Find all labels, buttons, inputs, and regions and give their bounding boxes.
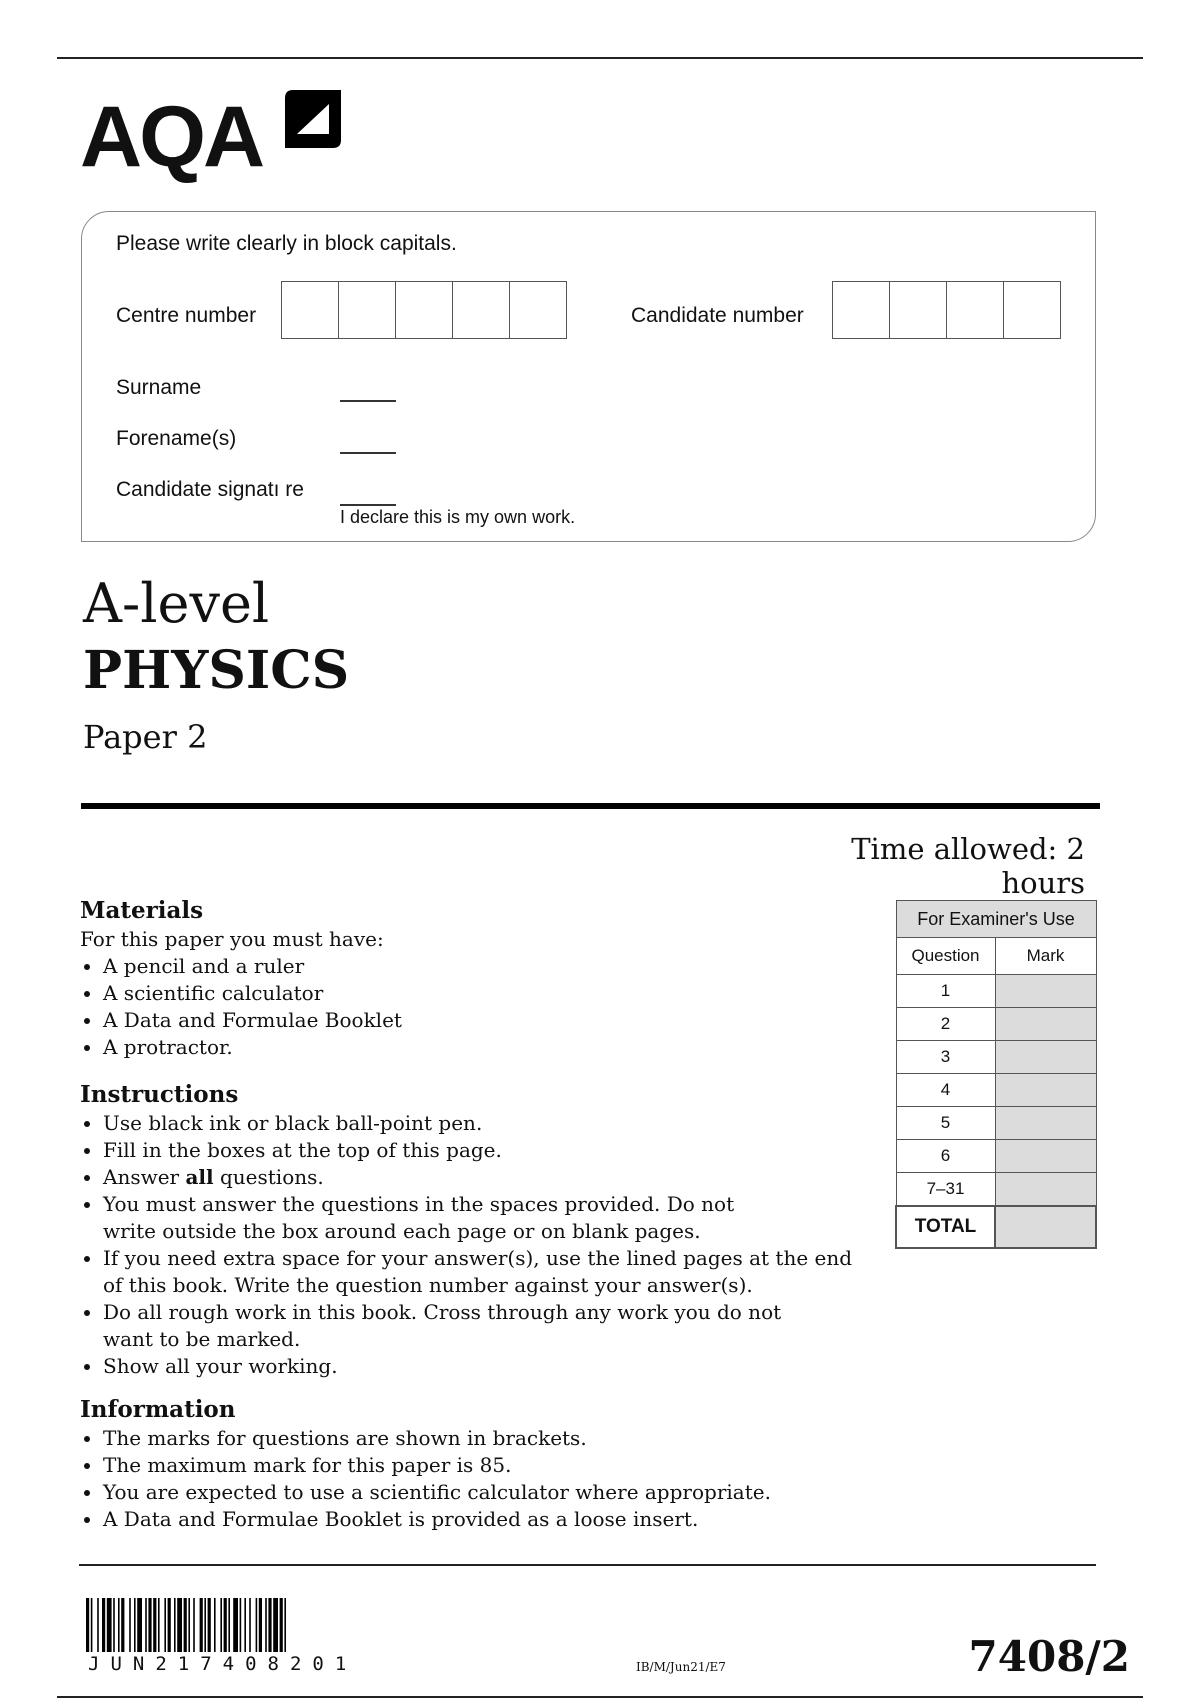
table-row xyxy=(896,1074,1096,1107)
barcode-bar xyxy=(129,1598,131,1652)
bottom-rule xyxy=(57,1696,1143,1698)
list-item: Fill in the boxes at the top of this page. xyxy=(80,1137,870,1164)
barcode-bar xyxy=(91,1598,93,1652)
barcode-bar xyxy=(220,1598,222,1652)
barcode-bar xyxy=(188,1598,190,1652)
question-number: 1 xyxy=(896,975,995,1008)
subject-title: PHYSICS xyxy=(83,640,350,701)
total-mark-cell xyxy=(995,1206,1096,1248)
barcode-bar xyxy=(86,1598,89,1652)
materials-intro: For this paper you must have: xyxy=(80,927,384,951)
barcode-bar xyxy=(244,1598,246,1652)
paper-number: Paper 2 xyxy=(83,718,208,756)
paper-reference: IB/M/Jun21/E7 xyxy=(636,1660,726,1674)
barcode-bar xyxy=(153,1598,156,1652)
list-item: Do all rough work in this book. Cross through any work you do not want to be marked. xyxy=(80,1299,870,1353)
forenames-field[interactable] xyxy=(340,452,396,454)
barcode-bar xyxy=(158,1598,160,1652)
list-item: Show all your working. xyxy=(80,1353,870,1380)
time-allowed: Time allowed: 2 hours xyxy=(851,832,1085,900)
barcode-icon xyxy=(86,1598,471,1652)
instructions-list xyxy=(80,1110,870,1380)
barcode-bar xyxy=(284,1598,286,1652)
surname-label: Surname xyxy=(116,376,202,399)
mark-cell xyxy=(995,1173,1096,1207)
barcode-bar xyxy=(148,1598,151,1652)
examiners-use-title: For Examiner's Use xyxy=(896,901,1096,938)
table-row xyxy=(896,1008,1096,1041)
table-row xyxy=(896,975,1096,1008)
barcode-bar xyxy=(249,1598,251,1652)
signature-label: Candidate signatı re xyxy=(116,478,304,501)
barcode-bar xyxy=(265,1598,267,1652)
list-item: A Data and Formulae Booklet is provided as a loose insert. xyxy=(80,1506,870,1533)
barcode-bar xyxy=(208,1598,211,1652)
candidate-digit-box[interactable] xyxy=(947,282,1004,338)
materials-heading: Materials xyxy=(80,897,204,924)
candidate-number-label: Candidate number xyxy=(631,304,804,327)
barcode-text: JUN217408201 xyxy=(88,1653,358,1675)
barcode-bar xyxy=(102,1598,105,1652)
top-rule xyxy=(57,57,1143,59)
question-column-header: Question xyxy=(896,938,995,975)
centre-number-label: Centre number xyxy=(116,304,257,327)
mark-cell xyxy=(995,1107,1096,1140)
barcode-bar xyxy=(174,1598,176,1652)
declaration-text: I declare this is my own work. xyxy=(340,507,576,527)
candidate-digit-box[interactable] xyxy=(833,282,890,338)
list-item: You are expected to use a scientific calculator where appropriate. xyxy=(80,1479,870,1506)
centre-digit-box[interactable] xyxy=(339,282,396,338)
table-row xyxy=(896,1140,1096,1173)
candidate-digit-box[interactable] xyxy=(1004,282,1060,338)
candidate-digit-box[interactable] xyxy=(890,282,947,338)
barcode-bar xyxy=(214,1598,216,1652)
mark-cell xyxy=(995,1008,1096,1041)
answer-text-bold: all xyxy=(185,1165,214,1189)
table-row xyxy=(896,1173,1096,1207)
barcode-bar xyxy=(134,1598,136,1652)
barcode-bar xyxy=(137,1598,142,1652)
barcode-bar xyxy=(200,1598,203,1652)
barcode-bar xyxy=(97,1598,99,1652)
centre-digit-box[interactable] xyxy=(396,282,453,338)
materials-section xyxy=(80,896,870,1061)
aqa-logo xyxy=(80,90,350,185)
barcode-bar xyxy=(121,1598,124,1652)
block-capitals-instruction: Please write clearly in block capitals. xyxy=(116,232,457,255)
barcode-bar xyxy=(280,1598,283,1652)
answer-text-before: Answer xyxy=(103,1165,186,1189)
information-heading: Information xyxy=(80,1396,236,1423)
barcode-bar xyxy=(184,1598,187,1652)
list-item: Use black ink or black ball-point pen. xyxy=(80,1110,870,1137)
list-item: The maximum mark for this paper is 85. xyxy=(80,1452,870,1479)
information-section xyxy=(80,1395,870,1533)
barcode-bar xyxy=(224,1598,227,1652)
table-row xyxy=(896,1107,1096,1140)
mark-column-header: Mark xyxy=(995,938,1096,975)
information-list xyxy=(80,1425,870,1533)
question-number: 6 xyxy=(896,1140,995,1173)
question-number: 5 xyxy=(896,1107,995,1140)
list-item: If you need extra space for your answer(s), use the lined pages at the end of this book. Write the question number against your answer(s). xyxy=(80,1245,870,1299)
barcode-bar xyxy=(268,1598,271,1652)
qualification-level: A-level xyxy=(83,572,270,635)
barcode-bar xyxy=(228,1598,230,1652)
candidate-details-box xyxy=(81,211,1096,542)
question-number: 7–31 xyxy=(896,1173,995,1207)
centre-digit-box[interactable] xyxy=(282,282,339,338)
centre-number-field[interactable] xyxy=(281,281,567,339)
barcode-bar xyxy=(193,1598,195,1652)
barcode-bar xyxy=(273,1598,278,1652)
footer-rule xyxy=(79,1564,1096,1566)
signature-field[interactable] xyxy=(340,504,396,506)
mark-cell xyxy=(995,1140,1096,1173)
mark-cell xyxy=(995,1074,1096,1107)
mark-cell xyxy=(995,1041,1096,1074)
mark-cell xyxy=(995,975,1096,1008)
table-row xyxy=(896,1041,1096,1074)
question-number: 2 xyxy=(896,1008,995,1041)
surname-field[interactable] xyxy=(340,400,396,402)
centre-digit-box[interactable] xyxy=(510,282,566,338)
list-item: A scientific calculator xyxy=(80,980,870,1007)
barcode-bar xyxy=(259,1598,262,1652)
candidate-number-field[interactable] xyxy=(832,281,1061,339)
list-item xyxy=(80,1164,870,1191)
barcode-bar xyxy=(164,1598,166,1652)
list-item: The marks for questions are shown in brackets. xyxy=(80,1425,870,1452)
list-item: A Data and Formulae Booklet xyxy=(80,1007,870,1034)
instructions-section xyxy=(80,1080,870,1380)
barcode-bar xyxy=(204,1598,206,1652)
list-item: A protractor. xyxy=(80,1034,870,1061)
examiners-use-table xyxy=(895,900,1097,1249)
list-item: You must answer the questions in the spaces provided. Do not write outside the box around each page or on blank pages. xyxy=(80,1191,870,1245)
barcode-bar xyxy=(177,1598,182,1652)
aqa-leaf-icon xyxy=(285,90,341,148)
barcode-bar xyxy=(145,1598,147,1652)
question-number: 4 xyxy=(896,1074,995,1107)
forenames-label: Forename(s) xyxy=(116,427,237,450)
total-row xyxy=(896,1206,1096,1248)
barcode-bar xyxy=(118,1598,120,1652)
title-divider xyxy=(81,803,1100,809)
list-item: A pencil and a ruler xyxy=(80,953,870,980)
barcode-bar xyxy=(168,1598,171,1652)
barcode-bar xyxy=(240,1598,242,1652)
question-number: 3 xyxy=(896,1041,995,1074)
barcode-bar xyxy=(233,1598,238,1652)
instructions-heading: Instructions xyxy=(80,1081,239,1108)
paper-code: 7408/2 xyxy=(968,1632,1130,1681)
total-label: TOTAL xyxy=(896,1206,995,1248)
answer-text-after: questions. xyxy=(213,1165,324,1189)
centre-digit-box[interactable] xyxy=(453,282,510,338)
logo-text: AQA xyxy=(80,89,263,185)
materials-list xyxy=(80,953,870,1061)
barcode-bar xyxy=(256,1598,258,1652)
barcode-bar xyxy=(107,1598,112,1652)
barcode-bar xyxy=(113,1598,115,1652)
